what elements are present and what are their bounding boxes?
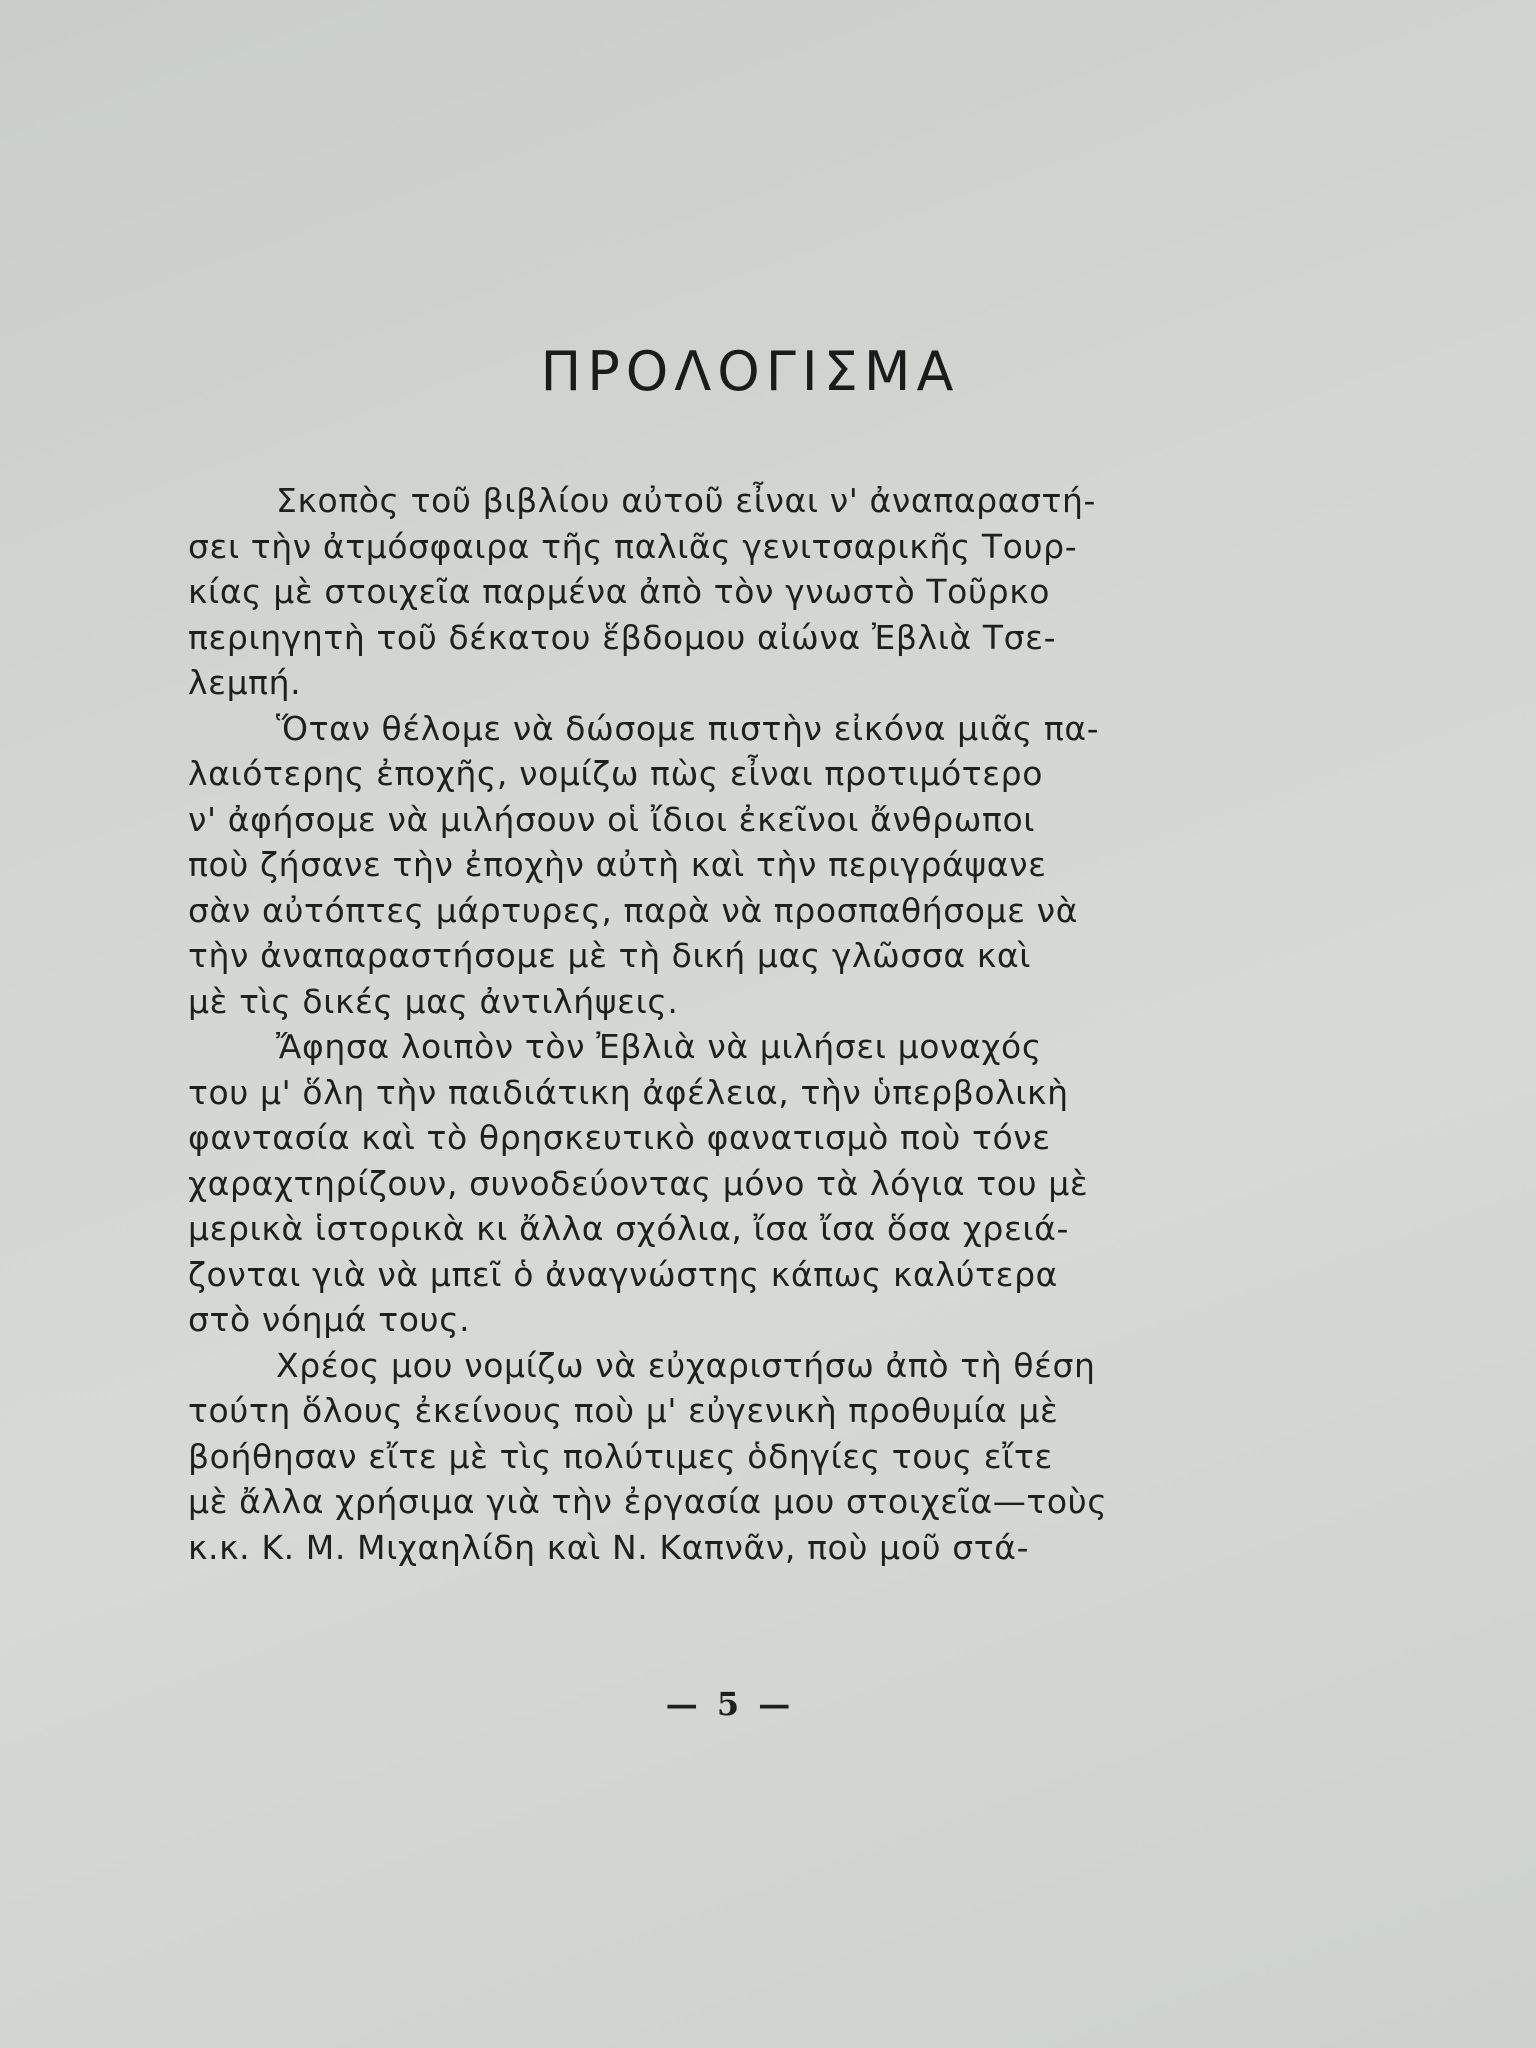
- text-line: στὸ νόημά τους.: [188, 1300, 471, 1339]
- text-line: Ἄφησα λοιπὸν τὸν Ἐβλιὰ νὰ μιλήσει μοναχός: [276, 1027, 1042, 1066]
- text-line: ν' ἀφήσομε νὰ μιλήσουν οἱ ἴδιοι ἐκεῖνοι ἄνθρωποι: [188, 799, 1036, 839]
- text-line: κ.κ. Κ. Μ. Μιχαηλίδη καὶ Ν. Καπνᾶν, ποὺ μοῦ στά-: [188, 1527, 1030, 1567]
- text-line: σὰν αὐτόπτες μάρτυρες, παρὰ νὰ προσπαθήσομε νὰ: [188, 890, 1079, 930]
- text-line: του μ' ὅλη τὴν παιδιάτικη ἀφέλεια, τὴν ὑπερβολικὴ: [188, 1072, 1069, 1112]
- text-line: τούτη ὅλους ἐκείνους ποὺ μ' εὐγενικὴ προθυμία μὲ: [188, 1391, 1059, 1430]
- text-line: μὲ ἄλλα χρήσιμα γιὰ τὴν ἐργασία μου στοιχεῖα—τοὺς: [188, 1482, 1108, 1521]
- paragraph-3: [188, 1024, 1258, 1343]
- text-line: περιηγητὴ τοῦ δέκατου ἕβδομου αἰώνα Ἐβλιὰ Τσε-: [188, 617, 1057, 657]
- text-line: σει τὴν ἀτμόσφαιρα τῆς παλιᾶς γενιτσαρικῆς Τουρ-: [188, 526, 1078, 566]
- text-line: λεμπή.: [188, 663, 302, 702]
- page-number: — 5 —: [665, 1685, 795, 1723]
- text-line: χαραχτηρίζουν, συνοδεύοντας μόνο τὰ λόγια του μὲ: [188, 1163, 1089, 1203]
- text-line: Σκοπὸς τοῦ βιβλίου αὐτοῦ εἶναι ν' ἀναπαραστή-: [276, 481, 1096, 520]
- prologue-body: [188, 478, 1258, 1570]
- text-line: Χρέος μου νομίζω νὰ εὐχαριστήσω ἀπὸ τὴ θέση: [276, 1345, 1096, 1385]
- paragraph-1: [188, 478, 1258, 706]
- text-line: βοήθησαν εἴτε μὲ τὶς πολύτιμες ὁδηγίες τους εἴτε: [188, 1436, 1053, 1476]
- paragraph-4: [188, 1343, 1258, 1571]
- text-line: λαιότερης ἐποχῆς, νομίζω πὼς εἶναι προτιμότερο: [188, 754, 1044, 793]
- text-line: μὲ τὶς δικές μας ἀντιλήψεις.: [188, 981, 679, 1021]
- chapter-title: ΠΡΟΛΟΓΙΣΜΑ: [540, 340, 960, 403]
- text-line: τὴν ἀναπαραστήσομε μὲ τὴ δική μας γλῶσσα καὶ: [188, 936, 1032, 975]
- text-line: ποὺ ζήσανε τὴν ἐποχὴν αὐτὴ καὶ τὴν περιγράψανε: [188, 845, 1047, 884]
- text-line: μερικὰ ἱστορικὰ κι ἄλλα σχόλια, ἴσα ἴσα ὅσα χρειά-: [188, 1209, 1070, 1248]
- text-line: Ὅταν θέλομε νὰ δώσομε πιστὴν εἰκόνα μιᾶς πα-: [276, 708, 1100, 748]
- text-line: ζονται γιὰ νὰ μπεῖ ὁ ἀναγνώστης κάπως καλύτερα: [188, 1254, 1058, 1294]
- text-line: φαντασία καὶ τὸ θρησκευτικὸ φανατισμὸ ποὺ τόνε: [188, 1118, 1051, 1157]
- text-line: κίας μὲ στοιχεῖα παρμένα ἀπὸ τὸν γνωστὸ Τοῦρκο: [188, 572, 1051, 611]
- paragraph-2: [188, 706, 1258, 1025]
